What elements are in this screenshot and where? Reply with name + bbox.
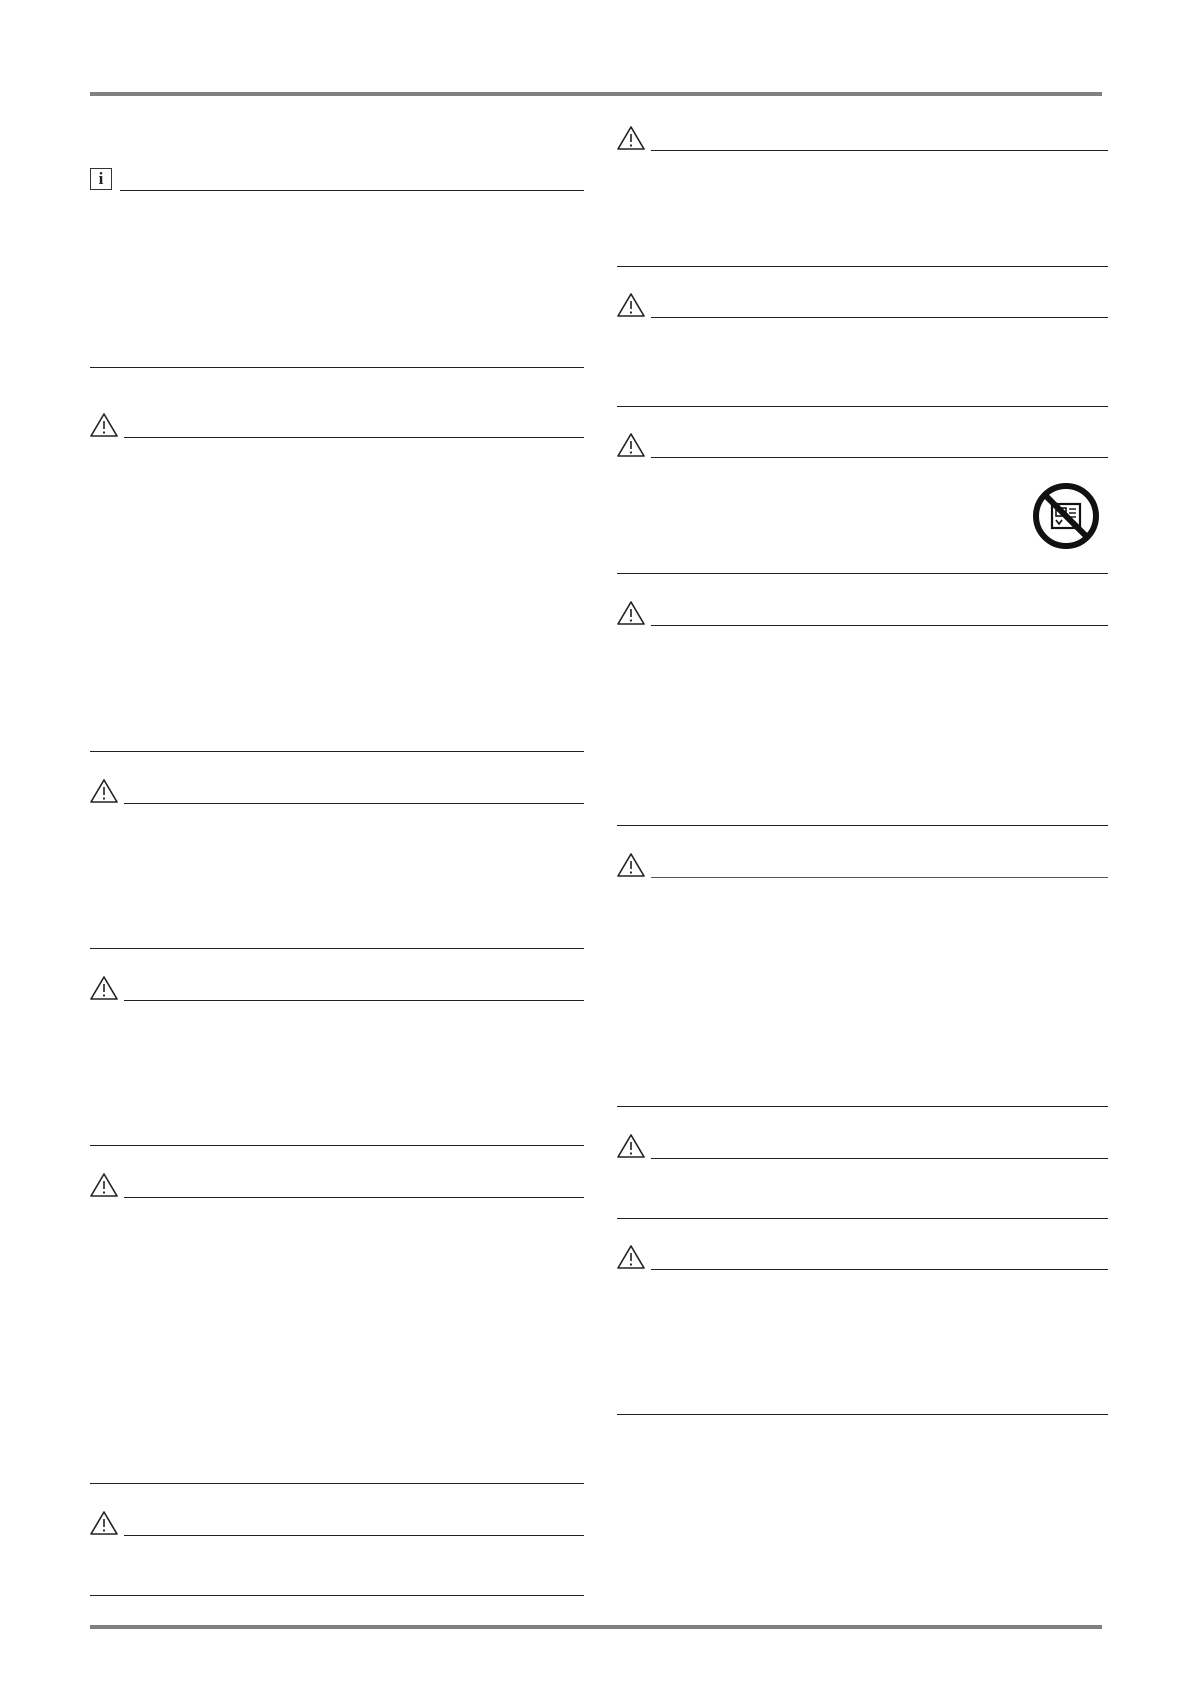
no-disassembly-prohibition-icon (1032, 482, 1100, 550)
warning-triangle-icon (90, 412, 118, 438)
section-divider (90, 751, 584, 752)
warning-triangle-icon (90, 1510, 118, 1536)
section-divider (90, 948, 584, 949)
header-line (124, 803, 584, 805)
warning-triangle-icon (617, 852, 645, 878)
section-divider (617, 406, 1108, 407)
warning-triangle-icon (90, 778, 118, 804)
warning-triangle-icon (617, 432, 645, 458)
top-page-rule (90, 92, 1102, 96)
section-divider (617, 573, 1108, 574)
section-divider (90, 1145, 584, 1146)
section-divider (617, 1414, 1108, 1415)
header-line (124, 1535, 584, 1537)
warning-section-header (617, 125, 1108, 153)
header-line (651, 457, 1108, 459)
section-divider (90, 1483, 584, 1484)
warning-triangle-icon (90, 975, 118, 1001)
header-line (651, 317, 1108, 319)
header-line (651, 625, 1108, 627)
warning-triangle-icon (617, 1133, 645, 1159)
warning-section-header (90, 778, 584, 806)
section-divider (90, 367, 584, 368)
info-section-header (90, 168, 584, 196)
warning-section-header (617, 432, 1108, 460)
header-line (120, 190, 584, 192)
section-divider (617, 1218, 1108, 1219)
warning-section-header (617, 1244, 1108, 1272)
info-icon: i (90, 168, 112, 190)
warning-section-header (617, 1133, 1108, 1161)
section-divider (617, 825, 1108, 826)
warning-section-8 (617, 432, 1108, 572)
header-line (651, 1158, 1108, 1160)
warning-section-header (90, 412, 584, 440)
warning-triangle-icon (617, 125, 645, 151)
warning-triangle-icon (617, 600, 645, 626)
warning-triangle-icon (617, 1244, 645, 1270)
header-line (651, 150, 1108, 152)
bottom-page-rule (90, 1625, 1102, 1629)
header-line (124, 1000, 584, 1002)
warning-section-header (617, 292, 1108, 320)
info-section (90, 168, 584, 368)
warning-section-header (617, 852, 1108, 880)
warning-section-header (617, 600, 1108, 628)
section-divider (617, 266, 1108, 267)
warning-triangle-icon (617, 292, 645, 318)
header-line (651, 877, 1108, 878)
warning-section-header (90, 1172, 584, 1200)
section-divider (617, 1106, 1108, 1107)
header-line (124, 1197, 584, 1199)
section-divider (90, 1595, 584, 1596)
header-line (651, 1269, 1108, 1271)
warning-triangle-icon (90, 1172, 118, 1198)
header-line (124, 437, 584, 439)
warning-section-header (90, 975, 584, 1003)
warning-section-header (90, 1510, 584, 1538)
